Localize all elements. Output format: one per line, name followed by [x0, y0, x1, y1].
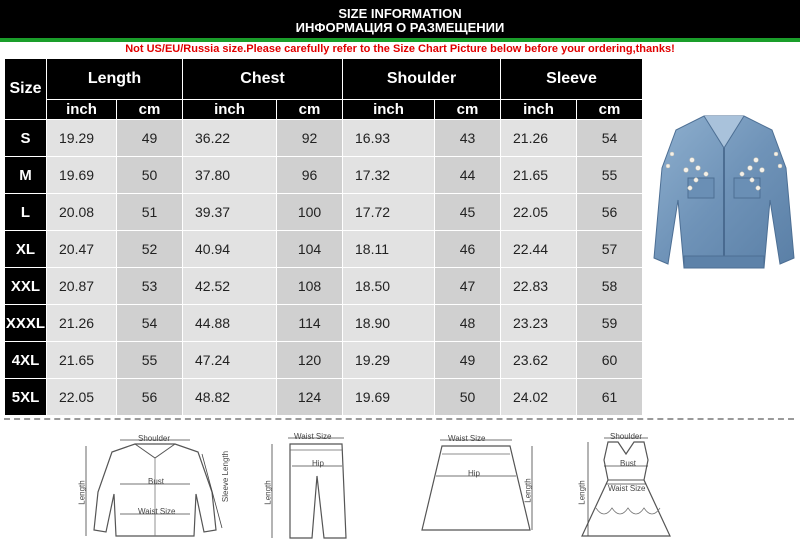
- cm-value: 44: [435, 157, 501, 194]
- inch-value: 24.02: [501, 379, 577, 416]
- size-cell: S: [5, 120, 47, 157]
- inch-value: 21.65: [501, 157, 577, 194]
- size-cell: 4XL: [5, 342, 47, 379]
- inch-value: 17.32: [343, 157, 435, 194]
- table-row: [5, 194, 643, 231]
- hip-label: Hip: [468, 469, 481, 478]
- cm-value: 49: [435, 342, 501, 379]
- cm-value: 43: [435, 120, 501, 157]
- inch-value: 39.37: [183, 194, 277, 231]
- inch-value: 20.08: [47, 194, 117, 231]
- sleeve-length-label: Sleeve Length: [221, 450, 231, 503]
- inch-value: 20.87: [47, 268, 117, 305]
- waist-label: Waist Size: [138, 507, 176, 516]
- inch-value: 16.93: [343, 120, 435, 157]
- waist-size-label: Waist Size: [294, 432, 332, 441]
- section-divider: [4, 418, 794, 420]
- cm-value: 92: [277, 120, 343, 157]
- size-chart-table: [4, 58, 643, 416]
- cm-value: 124: [277, 379, 343, 416]
- inch-value: 23.23: [501, 305, 577, 342]
- cm-value: 104: [277, 231, 343, 268]
- cm-value: 47: [435, 268, 501, 305]
- inch-value: 22.05: [47, 379, 117, 416]
- inch-value: 22.83: [501, 268, 577, 305]
- cm-value: 50: [435, 379, 501, 416]
- header-length: Length: [47, 59, 183, 100]
- size-cell: XXL: [5, 268, 47, 305]
- cm-value: 56: [117, 379, 183, 416]
- table-row: [5, 379, 643, 416]
- cm-value: 57: [577, 231, 643, 268]
- length-label: Length: [77, 480, 87, 505]
- cm-value: 59: [577, 305, 643, 342]
- cm-value: 50: [117, 157, 183, 194]
- cm-value: 51: [117, 194, 183, 231]
- size-cell: XXXL: [5, 305, 47, 342]
- unit-inch: inch: [501, 100, 577, 120]
- shoulder-label: Shoulder: [610, 432, 643, 441]
- hip-label: Hip: [312, 459, 325, 468]
- cm-value: 52: [117, 231, 183, 268]
- size-cell: 5XL: [5, 379, 47, 416]
- cm-value: 60: [577, 342, 643, 379]
- cm-value: 45: [435, 194, 501, 231]
- size-cell: L: [5, 194, 47, 231]
- inch-value: 40.94: [183, 231, 277, 268]
- unit-cm: cm: [117, 100, 183, 120]
- inch-value: 19.29: [47, 120, 117, 157]
- inch-value: 23.62: [501, 342, 577, 379]
- cm-value: 48: [435, 305, 501, 342]
- jacket-photo: [652, 108, 796, 300]
- inch-value: 36.22: [183, 120, 277, 157]
- cm-value: 53: [117, 268, 183, 305]
- table-row: [5, 268, 643, 305]
- table-row: [5, 231, 643, 268]
- header-chest: Chest: [183, 59, 343, 100]
- inch-value: 21.65: [47, 342, 117, 379]
- cm-value: 54: [577, 120, 643, 157]
- cm-value: 114: [277, 305, 343, 342]
- size-header: Size: [5, 59, 47, 120]
- cm-value: 55: [577, 157, 643, 194]
- shoulder-label: Shoulder: [138, 434, 171, 443]
- dress-diagram: [574, 432, 678, 544]
- inch-value: 19.69: [47, 157, 117, 194]
- unit-cm: cm: [435, 100, 501, 120]
- bust-label: Bust: [148, 477, 165, 486]
- waist-size-label: Waist Size: [448, 434, 486, 443]
- header-shoulder: Shoulder: [343, 59, 501, 100]
- inch-value: 18.50: [343, 268, 435, 305]
- cm-value: 96: [277, 157, 343, 194]
- inch-value: 42.52: [183, 268, 277, 305]
- size-cell: XL: [5, 231, 47, 268]
- inch-value: 18.90: [343, 305, 435, 342]
- inch-value: 19.29: [343, 342, 435, 379]
- inch-value: 37.80: [183, 157, 277, 194]
- size-notice: Not US/EU/Russia size.Please carefully refer to the Size Chart Picture below before your ordering,thanks!: [125, 43, 675, 55]
- cm-value: 100: [277, 194, 343, 231]
- cm-value: 46: [435, 231, 501, 268]
- inch-value: 21.26: [501, 120, 577, 157]
- length-label: Length: [523, 478, 533, 503]
- pants-diagram: [262, 432, 362, 544]
- cm-value: 56: [577, 194, 643, 231]
- table-row: [5, 157, 643, 194]
- header-sleeve: Sleeve: [501, 59, 643, 100]
- unit-cm: cm: [577, 100, 643, 120]
- unit-inch: inch: [183, 100, 277, 120]
- inch-value: 18.11: [343, 231, 435, 268]
- cm-value: 108: [277, 268, 343, 305]
- inch-value: 20.47: [47, 231, 117, 268]
- cm-value: 54: [117, 305, 183, 342]
- waist-size-label: Waist Size: [608, 484, 646, 493]
- table-row: [5, 305, 643, 342]
- length-label: Length: [577, 480, 587, 505]
- length-label: Length: [263, 480, 273, 505]
- skirt-diagram: [412, 432, 538, 544]
- header-banner: [0, 0, 800, 42]
- inch-value: 17.72: [343, 194, 435, 231]
- cm-value: 49: [117, 120, 183, 157]
- jacket-diagram: [77, 432, 231, 544]
- inch-value: 44.88: [183, 305, 277, 342]
- inch-value: 47.24: [183, 342, 277, 379]
- inch-value: 21.26: [47, 305, 117, 342]
- title-english: SIZE INFORMATION: [338, 6, 462, 21]
- inch-value: 22.44: [501, 231, 577, 268]
- cm-value: 55: [117, 342, 183, 379]
- inch-value: 19.69: [343, 379, 435, 416]
- table-row: [5, 342, 643, 379]
- unit-cm: cm: [277, 100, 343, 120]
- unit-inch: inch: [47, 100, 117, 120]
- unit-inch: inch: [343, 100, 435, 120]
- title-russian: ИНФОРМАЦИЯ О РАЗМЕЩЕНИИ: [295, 20, 505, 35]
- size-cell: M: [5, 157, 47, 194]
- inch-value: 22.05: [501, 194, 577, 231]
- inch-value: 48.82: [183, 379, 277, 416]
- cm-value: 120: [277, 342, 343, 379]
- cm-value: 58: [577, 268, 643, 305]
- bust-label: Bust: [620, 459, 637, 468]
- table-row: [5, 120, 643, 157]
- cm-value: 61: [577, 379, 643, 416]
